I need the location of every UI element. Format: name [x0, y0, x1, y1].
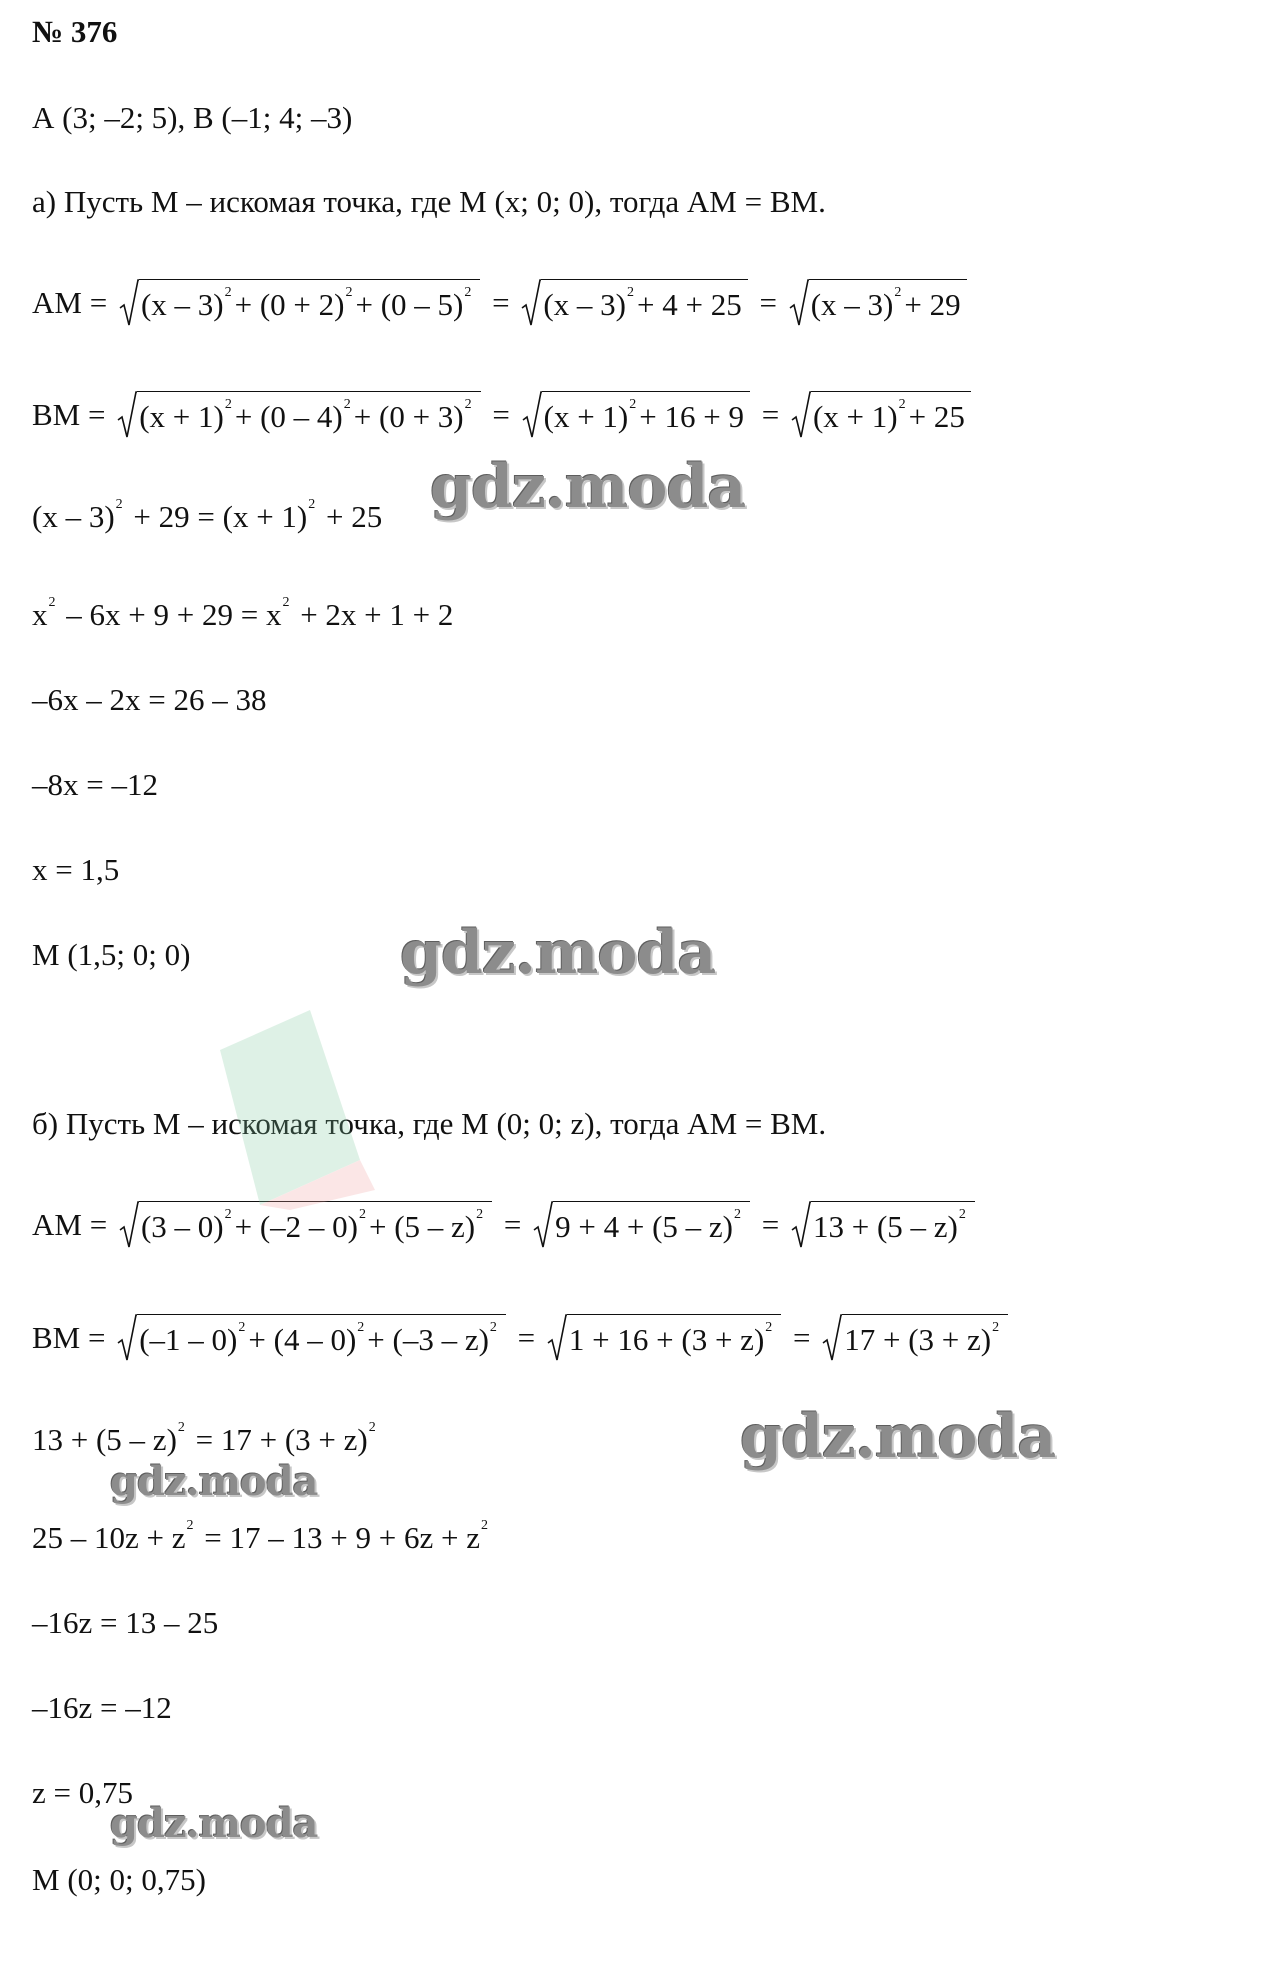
radicand-term: + (–3 – z) — [367, 1322, 489, 1357]
square-root — [522, 390, 750, 440]
radicand-exponent: 2 — [224, 397, 232, 412]
radicand-exponent: 2 — [958, 1207, 966, 1222]
radical-sign-icon — [522, 390, 542, 440]
formula-label: AM = — [32, 1207, 115, 1242]
radicand-term: + (0 + 2) — [234, 287, 345, 322]
radicand-term: + 16 + 9 — [639, 399, 744, 434]
radicand-exponent: 2 — [992, 1320, 1000, 1335]
radicand-term: (x – 3) — [140, 287, 224, 322]
radicand — [811, 391, 971, 440]
radicand-exponent: 2 — [898, 397, 906, 412]
part-a-equation — [32, 497, 382, 537]
radicand-exponent: 2 — [343, 397, 351, 412]
equation-term: (x – 3) — [32, 499, 115, 534]
equation-term: – 6x + 9 + 29 = x — [58, 597, 282, 632]
radicand-exponent: 2 — [224, 1207, 232, 1222]
radicand-exponent: 2 — [224, 285, 232, 300]
radicand — [137, 391, 480, 440]
radicand-term: 1 + 16 + (3 + z) — [568, 1322, 765, 1357]
radicand-exponent: 2 — [464, 397, 472, 412]
radical-sign-icon — [521, 278, 541, 328]
radicand-term: + 25 — [908, 399, 965, 434]
radicand-exponent: 2 — [238, 1320, 246, 1335]
part-a-step-1: –6x – 2x = 26 – 38 — [32, 682, 267, 717]
radicand-term: + (–2 – 0) — [234, 1209, 358, 1244]
equation-exponent: 2 — [308, 497, 316, 512]
square-root — [789, 278, 967, 328]
equation-term: 13 + (5 – z) — [32, 1422, 177, 1457]
radical-sign-icon — [119, 278, 139, 328]
part-b-step-1: –16z = 13 – 25 — [32, 1605, 219, 1640]
radicand — [542, 391, 750, 440]
formula-label: AM = — [32, 285, 115, 320]
square-root — [547, 1313, 781, 1363]
radicand-term: (–1 – 0) — [139, 1322, 238, 1357]
radicand — [811, 1201, 975, 1250]
radicand-term: (x – 3) — [543, 287, 626, 322]
radicand-exponent: 2 — [894, 285, 902, 300]
radicand-term: (x + 1) — [139, 399, 224, 434]
part-a-step-2: –8x = –12 — [32, 767, 158, 802]
radicand-exponent: 2 — [489, 1320, 497, 1335]
formula-label: BM = — [32, 1320, 114, 1355]
problem-number: № 376 — [32, 14, 118, 49]
radicand-exponent: 2 — [358, 1207, 366, 1222]
radical-sign-icon — [119, 1200, 139, 1250]
radical-sign-icon — [117, 390, 137, 440]
watermark-2: gdz.moda — [400, 918, 716, 988]
equals-sign: = — [484, 397, 518, 432]
part-a-answer: М (1,5; 0; 0) — [32, 937, 191, 972]
formula-label: BM = — [32, 397, 114, 432]
radicand-exponent: 2 — [627, 285, 634, 300]
radicand-term: + (0 + 3) — [353, 399, 464, 434]
radicand-term: (x – 3) — [810, 287, 894, 322]
radicand — [567, 1314, 781, 1363]
radicand-term: + (0 – 4) — [234, 399, 343, 434]
square-root — [117, 390, 480, 440]
radical-sign-icon — [789, 278, 809, 328]
radicand-exponent: 2 — [765, 1320, 773, 1335]
radicand — [137, 1314, 506, 1363]
radicand-term: (x + 1) — [812, 399, 898, 434]
given-points: А (3; –2; 5), В (–1; 4; –3) — [32, 100, 353, 135]
radical-sign-icon — [791, 1200, 811, 1250]
square-root — [119, 278, 480, 328]
part-a-step-3: x = 1,5 — [32, 852, 120, 887]
radicand-term: + 29 — [904, 287, 961, 322]
radical-sign-icon — [791, 390, 811, 440]
equation-exponent: 2 — [177, 1420, 185, 1435]
radicand-exponent: 2 — [464, 285, 472, 300]
equals-sign: = — [753, 397, 787, 432]
watermark-3: gdz.moda — [740, 1402, 1056, 1472]
radicand-term: 9 + 4 + (5 – z) — [555, 1209, 733, 1244]
square-root — [791, 390, 971, 440]
part-b-answer: М (0; 0; 0,75) — [32, 1862, 206, 1897]
part-a-intro: а) Пусть М – искомая точка, где М (x; 0; 0), тогда АМ = ВМ. — [32, 184, 826, 219]
radical-sign-icon — [117, 1313, 137, 1363]
equation-term: x — [32, 597, 48, 632]
equation-exponent: 2 — [368, 1420, 376, 1435]
square-root — [521, 278, 747, 328]
equation-term: = 17 – 13 + 9 + 6z + z — [196, 1520, 480, 1555]
radicand — [809, 279, 967, 328]
part-b-step-2: –16z = –12 — [32, 1690, 172, 1725]
equation-term: + 2x + 1 + 2 — [292, 597, 454, 632]
equation-exponent: 2 — [282, 595, 290, 610]
part-b-expansion — [32, 1518, 491, 1558]
radical-sign-icon — [822, 1313, 842, 1363]
watermark-5: gdz.moda — [110, 1800, 318, 1847]
equation-exponent: 2 — [480, 1518, 488, 1533]
part-b-intro: б) Пусть М – искомая точка, где М (0; 0; z), тогда АМ = ВМ. — [32, 1106, 827, 1141]
radicand — [842, 1314, 1008, 1363]
radicand-exponent: 2 — [357, 1320, 365, 1335]
part-a-am-formula — [32, 278, 971, 328]
radicand-term: (3 – 0) — [140, 1209, 224, 1244]
square-root — [822, 1313, 1008, 1363]
equation-term: = 17 + (3 + z) — [187, 1422, 368, 1457]
radicand-exponent: 2 — [733, 1207, 741, 1222]
equation-exponent: 2 — [186, 1518, 194, 1533]
square-root — [533, 1200, 750, 1250]
radicand-term: (x + 1) — [543, 399, 629, 434]
watermark-1: gdz.moda — [430, 452, 746, 522]
radicand — [139, 279, 480, 328]
radicand — [541, 279, 747, 328]
equation-term: + 25 — [318, 499, 383, 534]
part-b-step-3: z = 0,75 — [32, 1775, 133, 1810]
equals-sign: = — [753, 1207, 787, 1242]
part-a-expansion — [32, 595, 453, 635]
equals-sign: = — [509, 1320, 543, 1355]
equals-sign: = — [484, 285, 518, 320]
radicand — [553, 1201, 750, 1250]
radicand-term: 13 + (5 – z) — [812, 1209, 958, 1244]
radicand-exponent: 2 — [345, 285, 353, 300]
radicand-term: 17 + (3 + z) — [844, 1322, 992, 1357]
radicand-exponent: 2 — [629, 397, 637, 412]
radicand-term: + (4 – 0) — [248, 1322, 357, 1357]
radicand-term: + (5 – z) — [368, 1209, 476, 1244]
watermark-4: gdz.moda — [110, 1458, 318, 1505]
part-b-equation — [32, 1420, 379, 1460]
radicand-term: + 4 + 25 — [637, 287, 742, 322]
radical-sign-icon — [533, 1200, 553, 1250]
radical-sign-icon — [547, 1313, 567, 1363]
equation-exponent: 2 — [115, 497, 123, 512]
part-b-bm-formula — [32, 1313, 1012, 1363]
equation-exponent: 2 — [48, 595, 56, 610]
equals-sign: = — [785, 1320, 819, 1355]
part-b-am-formula — [32, 1200, 979, 1250]
equation-term: 25 – 10z + z — [32, 1520, 186, 1555]
radicand-term: + (0 – 5) — [355, 287, 464, 322]
square-root — [117, 1313, 506, 1363]
equals-sign: = — [496, 1207, 530, 1242]
radicand-exponent: 2 — [476, 1207, 484, 1222]
equals-sign: = — [751, 285, 785, 320]
faint-logo-mark — [200, 1010, 380, 1210]
square-root — [791, 1200, 975, 1250]
equation-term: + 29 = (x + 1) — [125, 499, 308, 534]
part-a-bm-formula — [32, 390, 975, 440]
